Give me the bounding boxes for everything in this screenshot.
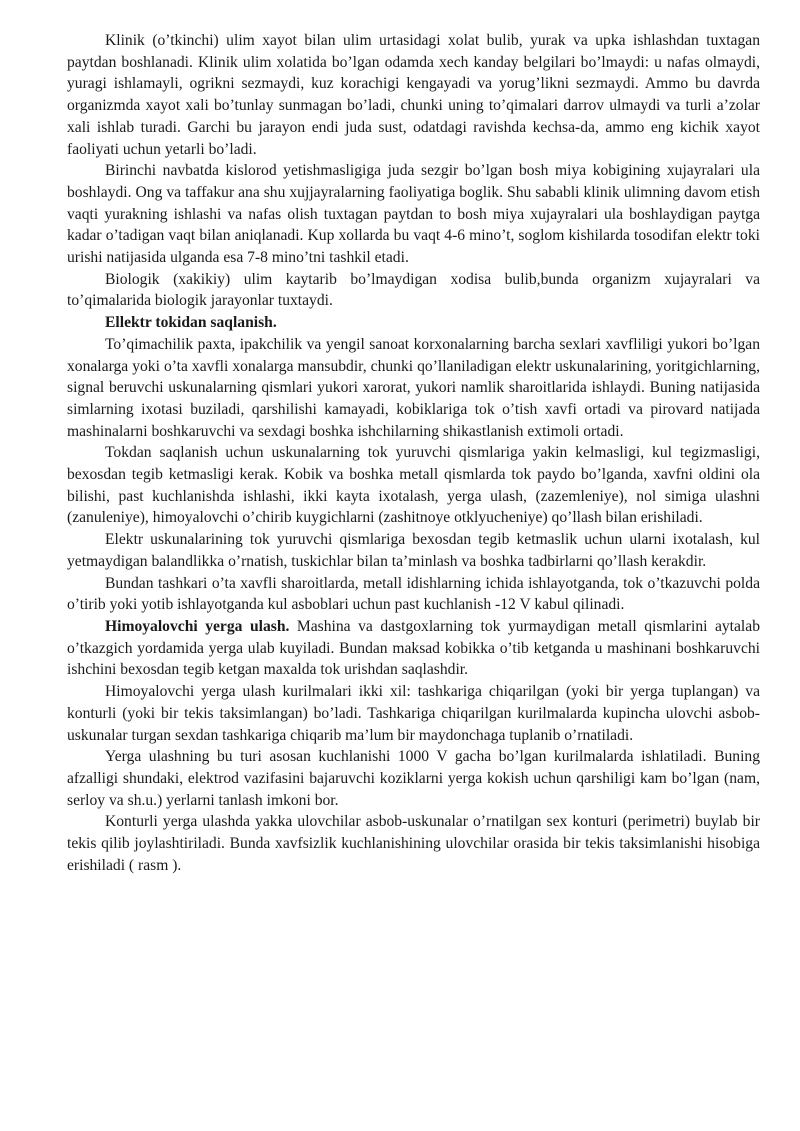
paragraph-current-protection: Tokdan saqlanish uchun uskunalarning tok yuruvchi qismlariga yakin kelmasligi, kul tegizmasligi, bexosdan tegib ketmasligi kerak. Kobik va boshka metall qismlarda tok paydo bo’lganda, xavfni oldini ola bilishi, past kuchlanishda ishlashi, ikki kayta ixotalash, yerga ulash, (zazemleniye), nol simiga ulashni (zanuleniye), himoyalovchi o’chirib kuygichlarni (zashitnoye otklyucheniye) qo’llash bilan erishiladi.	[67, 444, 760, 527]
paragraph-low-voltage: Bundan tashkari o’ta xavfli sharoitlarda, metall idishlarning ichida ishlayotganda, tok o’tkazuvchi polda o’tirib yoki yotib ishlayotganda kul asboblari uchun past kuchlanish -12 V kabul qilinadi.	[67, 574, 760, 614]
paragraph-lead-term: Himoyalovchi yerga ulash.	[105, 617, 290, 635]
paragraph-insulation: Elektr uskunalarining tok yuruvchi qismlariga bexosdan tegib ketmaslik uchun ularni ixotalash, kul yetmaydigan balandlikka o’rnatish, tuskichlar bilan ta’minlash va boshka tadbirlarni qo’llash kerakdir.	[67, 531, 760, 570]
paragraph-protective-grounding	[67, 616, 760, 681]
section-heading-electric-protection: Ellektr tokidan saqlanish.	[105, 314, 277, 332]
paragraph-textile-workshops: To’qimachilik paxta, ipakchilik va yengil sanoat korxonalarning barcha sexlari xavfliligi yukori bo’lgan xonalarga yoki o’ta xavfli xonalarga mansubdir, chunki qo’llaniladigan elektr uskunalarining, yoritgichlarning, signal beruvchi uskunalarning qismlari yukori xarorat, yukori namlik sharoitlarida ishlaydi. Buning natijasida simlarning ixotasi buziladi, qarshilishi kamayadi, kobiklariga tok o’tish xavfi ortadi va pirovard natijada mashinalarni boshkaruvchi va sexdagi boshka ishchilarning shikastlanish extimoli ortadi.	[67, 335, 760, 440]
paragraph-clinical-death: Klinik (o’tkinchi) ulim xayot bilan ulim urtasidagi xolat bulib, yurak va upka ishlashdan tuxtagan paytdan boshlanadi. Klinik ulim xolatida bo’lgan odamda xech kanday belgilari bo’lmaydi: u nafas olmaydi, yuragi ishlamayli, ogrikni sezmaydi, kuz korachigi kengayadi va yorug’likni sezmaydi. Ammo bu davrda organizmda xayot xali bo’tunlay sunmagan bo’ladi, chunki uning to’qimalari darrov ulmaydi va turli a’zolar xali ishlab turadi. Garchi bu jarayon endi juda sust, odatdagi ravishda kechsa-da, ammo eng kichik xayot faoliyati uchun yetarli bo’ladi.	[67, 32, 760, 158]
document-page	[67, 30, 760, 876]
paragraph-contour-grounding: Konturli yerga ulashda yakka ulovchilar asbob-uskunalar o’rnatilgan sex konturi (perimetri) buylab bir tekis qilib joylashtiriladi. Bunda xavfsizlik kuchlanishining ulovchilar orasida bir tekis taksimlanishi hisobiga erishiladi ( rasm ).	[67, 813, 760, 874]
paragraph-brain-cells: Birinchi navbatda kislorod yetishmasligiga juda sezgir bo’lgan bosh miya kobigining xujayralari ula boshlaydi. Ong va taffakur ana shu xujjayralarning faoliyatiga boglik. Shu sababli klinik ulimning davom etish vaqti yurakning ishlashi va nafas olish tuxtagan paytdan to bosh miya xujayralari ula boshlaydigan paytga kadar o’tadigan vaqt bilan aniqlanadi. Kup xollarda bu vaqt 4-6 mino’t, soglom kishilarda tosodifan elektr toki urishi natijasida ulganda esa 7-8 mino’tni tashkil etadi.	[67, 162, 760, 267]
paragraph-grounding-1000v: Yerga ulashning bu turi asosan kuchlanishi 1000 V gacha bo’lgan kurilmalarda ishlatiladi. Buning afzalligi shundaki, elektrod vazifasini bajaruvchi koziklarni yerga kokish uchun qarshiligi kam bo’lgan (nam, serloy va sh.u.) yerlarni tanlash imkoni bor.	[67, 748, 760, 809]
paragraph-biological-death: Biologik (xakikiy) ulim kaytarib bo’lmaydigan xodisa bulib,bunda organizm xujayralari va to’qimalarida biologik jarayonlar tuxtaydi.	[67, 270, 760, 310]
paragraph-grounding-types: Himoyalovchi yerga ulash kurilmalari ikki xil: tashkariga chiqarilgan (yoki bir yerga tuplangan) va konturli (yoki bir tekis taksimlangan) bo’ladi. Tashkariga chiqarilgan kurilmalarda kupincha ulovchi asbob-uskunalar turgan sexdan tashkariga chiqarib ma’lum bir maydonchaga tuplanib o’rnatiladi.	[67, 683, 760, 744]
paragraph-body: Mashina va dastgoxlarning tok yurmaydigan metall qismlarini aytalab o’tkazgich yordamida yerga ulab kuyiladi. Bundan maksad kobikka o’tib ketganda u mashinani boshkaruvchi ishchini bexosdan tegib ketgan maxalda tok urishdan saqlashdir.	[67, 617, 760, 679]
